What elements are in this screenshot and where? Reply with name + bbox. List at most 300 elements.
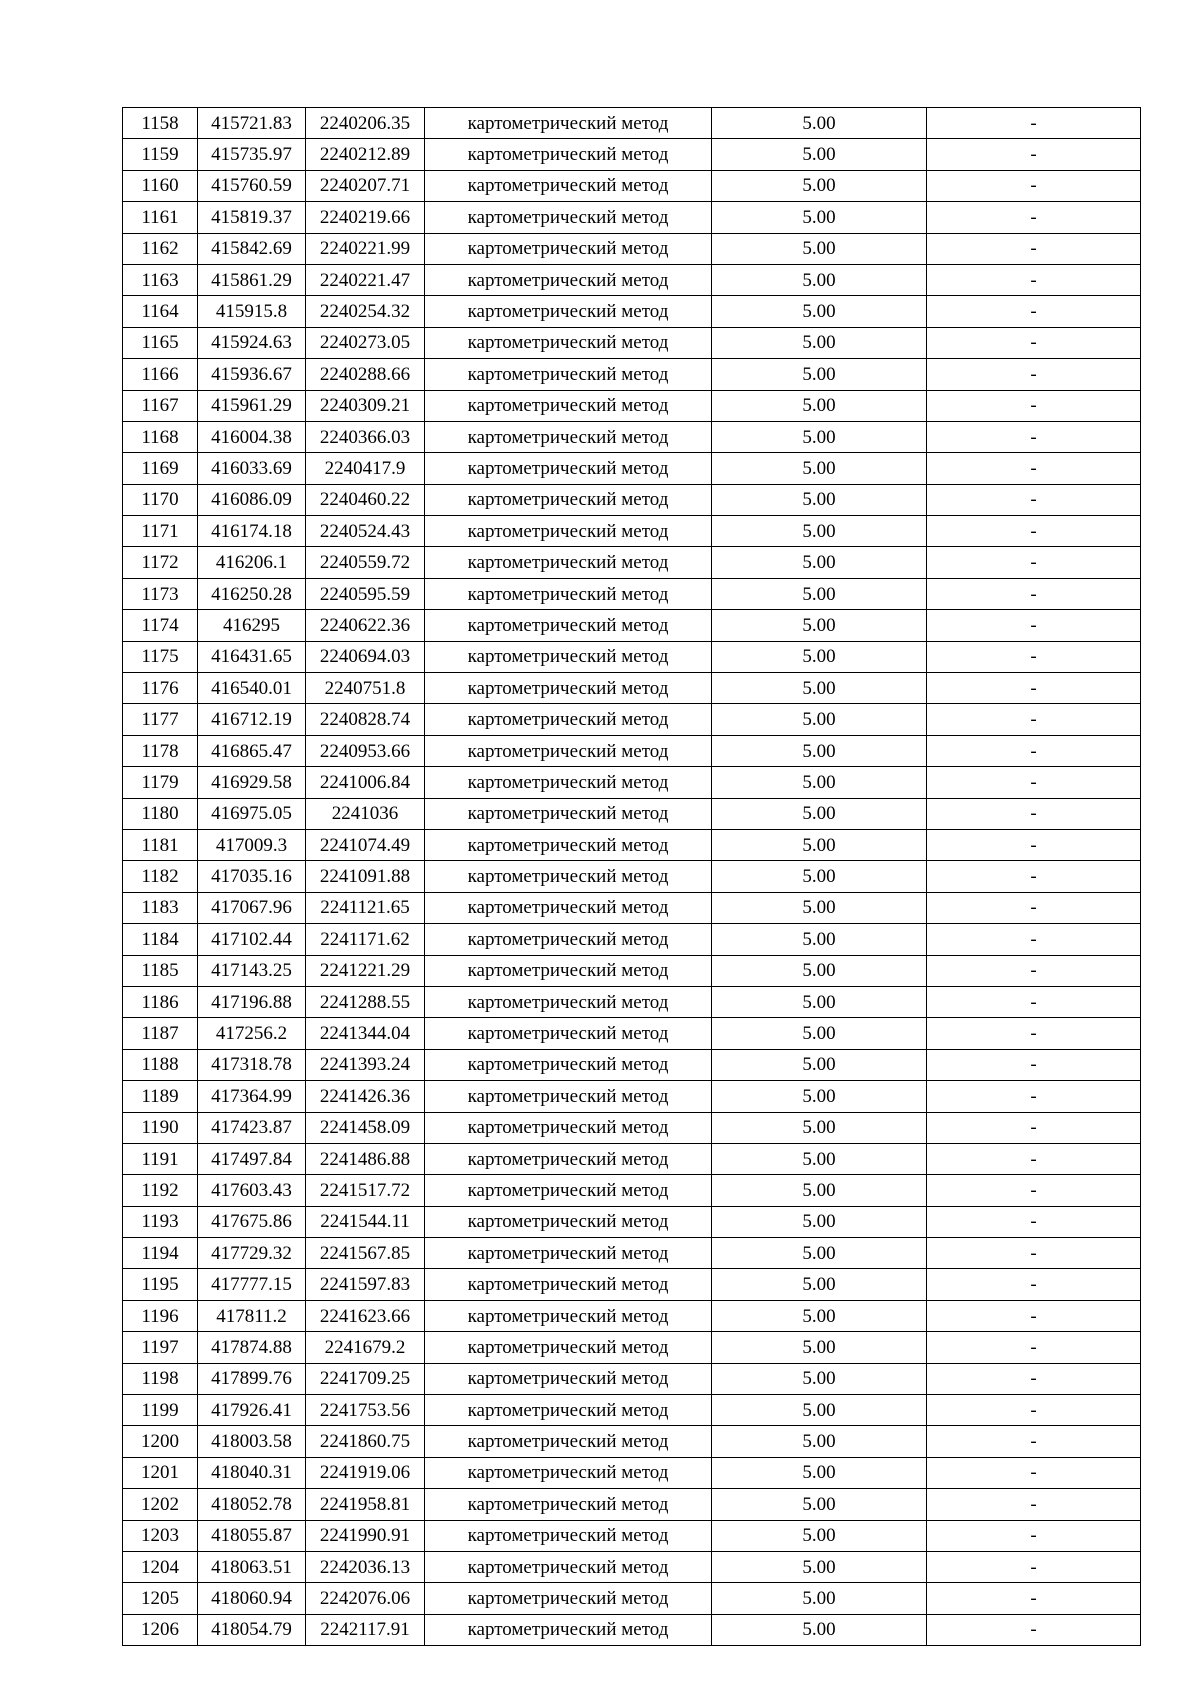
coordinate-x-cell: 416206.1 [198, 547, 306, 578]
description-cell: - [927, 1363, 1141, 1394]
coordinate-x-cell: 417067.96 [198, 892, 306, 923]
point-number-cell: 1203 [123, 1520, 198, 1551]
coordinate-y-cell: 2240828.74 [306, 704, 425, 735]
coordinate-y-cell: 2241623.66 [306, 1300, 425, 1331]
method-cell: картометрический метод [425, 1049, 712, 1080]
accuracy-cell: 5.00 [712, 327, 927, 358]
accuracy-cell: 5.00 [712, 986, 927, 1017]
table-row [123, 1489, 1141, 1520]
method-cell: картометрический метод [425, 861, 712, 892]
point-number-cell: 1168 [123, 421, 198, 452]
point-number-cell: 1175 [123, 641, 198, 672]
coordinate-x-cell: 418052.78 [198, 1489, 306, 1520]
point-number-cell: 1202 [123, 1489, 198, 1520]
accuracy-cell: 5.00 [712, 610, 927, 641]
method-cell: картометрический метод [425, 1175, 712, 1206]
coordinate-y-cell: 2240595.59 [306, 578, 425, 609]
point-number-cell: 1196 [123, 1300, 198, 1331]
coordinate-y-cell: 2241458.09 [306, 1112, 425, 1143]
accuracy-cell: 5.00 [712, 955, 927, 986]
coordinates-table [122, 107, 1141, 1646]
table-row [123, 1206, 1141, 1237]
accuracy-cell: 5.00 [712, 892, 927, 923]
accuracy-cell: 5.00 [712, 1520, 927, 1551]
accuracy-cell: 5.00 [712, 1206, 927, 1237]
method-cell: картометрический метод [425, 1112, 712, 1143]
coordinate-x-cell: 416431.65 [198, 641, 306, 672]
accuracy-cell: 5.00 [712, 641, 927, 672]
description-cell: - [927, 484, 1141, 515]
point-number-cell: 1197 [123, 1332, 198, 1363]
coordinate-x-cell: 417256.2 [198, 1018, 306, 1049]
coordinate-x-cell: 415842.69 [198, 233, 306, 264]
point-number-cell: 1189 [123, 1081, 198, 1112]
coordinate-y-cell: 2241426.36 [306, 1081, 425, 1112]
description-cell: - [927, 453, 1141, 484]
table-row [123, 1520, 1141, 1551]
description-cell: - [927, 233, 1141, 264]
method-cell: картометрический метод [425, 1081, 712, 1112]
point-number-cell: 1188 [123, 1049, 198, 1080]
coordinate-x-cell: 416712.19 [198, 704, 306, 735]
description-cell: - [927, 1206, 1141, 1237]
coordinate-x-cell: 416929.58 [198, 767, 306, 798]
coordinate-x-cell: 418063.51 [198, 1551, 306, 1582]
method-cell: картометрический метод [425, 1238, 712, 1269]
accuracy-cell: 5.00 [712, 1143, 927, 1174]
method-cell: картометрический метод [425, 547, 712, 578]
accuracy-cell: 5.00 [712, 296, 927, 327]
accuracy-cell: 5.00 [712, 233, 927, 264]
coordinate-y-cell: 2240221.99 [306, 233, 425, 264]
coordinate-x-cell: 417035.16 [198, 861, 306, 892]
accuracy-cell: 5.00 [712, 829, 927, 860]
method-cell: картометрический метод [425, 1363, 712, 1394]
description-cell: - [927, 986, 1141, 1017]
method-cell: картометрический метод [425, 1489, 712, 1520]
point-number-cell: 1174 [123, 610, 198, 641]
method-cell: картометрический метод [425, 421, 712, 452]
description-cell: - [927, 139, 1141, 170]
method-cell: картометрический метод [425, 829, 712, 860]
description-cell: - [927, 1112, 1141, 1143]
coordinate-y-cell: 2240254.32 [306, 296, 425, 327]
point-number-cell: 1172 [123, 547, 198, 578]
accuracy-cell: 5.00 [712, 578, 927, 609]
coordinate-x-cell: 416086.09 [198, 484, 306, 515]
coordinate-x-cell: 417675.86 [198, 1206, 306, 1237]
description-cell: - [927, 264, 1141, 295]
accuracy-cell: 5.00 [712, 924, 927, 955]
point-number-cell: 1206 [123, 1614, 198, 1645]
accuracy-cell: 5.00 [712, 202, 927, 233]
coordinate-x-cell: 415915.8 [198, 296, 306, 327]
coordinate-x-cell: 415819.37 [198, 202, 306, 233]
coordinate-y-cell: 2241074.49 [306, 829, 425, 860]
coordinate-y-cell: 2241006.84 [306, 767, 425, 798]
coordinate-x-cell: 416004.38 [198, 421, 306, 452]
table-row [123, 704, 1141, 735]
table-row [123, 986, 1141, 1017]
description-cell: - [927, 1269, 1141, 1300]
coordinate-x-cell: 415924.63 [198, 327, 306, 358]
coordinate-x-cell: 417102.44 [198, 924, 306, 955]
coordinate-y-cell: 2241919.06 [306, 1457, 425, 1488]
coordinate-x-cell: 417423.87 [198, 1112, 306, 1143]
coordinate-y-cell: 2240206.35 [306, 108, 425, 139]
coordinate-y-cell: 2240221.47 [306, 264, 425, 295]
coordinates-table-body [123, 108, 1141, 1646]
method-cell: картометрический метод [425, 1395, 712, 1426]
description-cell: - [927, 673, 1141, 704]
point-number-cell: 1160 [123, 170, 198, 201]
description-cell: - [927, 1332, 1141, 1363]
coordinate-y-cell: 2241567.85 [306, 1238, 425, 1269]
accuracy-cell: 5.00 [712, 421, 927, 452]
coordinate-x-cell: 417899.76 [198, 1363, 306, 1394]
accuracy-cell: 5.00 [712, 1112, 927, 1143]
coordinate-y-cell: 2240288.66 [306, 359, 425, 390]
method-cell: картометрический метод [425, 1143, 712, 1174]
accuracy-cell: 5.00 [712, 547, 927, 578]
coordinate-x-cell: 415735.97 [198, 139, 306, 170]
description-cell: - [927, 641, 1141, 672]
point-number-cell: 1179 [123, 767, 198, 798]
table-row [123, 1457, 1141, 1488]
description-cell: - [927, 108, 1141, 139]
accuracy-cell: 5.00 [712, 1489, 927, 1520]
table-row [123, 1332, 1141, 1363]
method-cell: картометрический метод [425, 892, 712, 923]
description-cell: - [927, 955, 1141, 986]
method-cell: картометрический метод [425, 390, 712, 421]
method-cell: картометрический метод [425, 453, 712, 484]
table-row [123, 610, 1141, 641]
coordinate-y-cell: 2241679.2 [306, 1332, 425, 1363]
point-number-cell: 1167 [123, 390, 198, 421]
table-row [123, 1112, 1141, 1143]
coordinate-x-cell: 416540.01 [198, 673, 306, 704]
accuracy-cell: 5.00 [712, 453, 927, 484]
coordinate-y-cell: 2241393.24 [306, 1049, 425, 1080]
point-number-cell: 1180 [123, 798, 198, 829]
description-cell: - [927, 170, 1141, 201]
point-number-cell: 1162 [123, 233, 198, 264]
method-cell: картометрический метод [425, 484, 712, 515]
method-cell: картометрический метод [425, 1614, 712, 1645]
description-cell: - [927, 421, 1141, 452]
method-cell: картометрический метод [425, 1269, 712, 1300]
method-cell: картометрический метод [425, 1018, 712, 1049]
description-cell: - [927, 924, 1141, 955]
coordinate-x-cell: 418060.94 [198, 1583, 306, 1614]
accuracy-cell: 5.00 [712, 673, 927, 704]
description-cell: - [927, 296, 1141, 327]
point-number-cell: 1178 [123, 735, 198, 766]
accuracy-cell: 5.00 [712, 1081, 927, 1112]
table-row [123, 892, 1141, 923]
coordinate-y-cell: 2241597.83 [306, 1269, 425, 1300]
description-cell: - [927, 861, 1141, 892]
point-number-cell: 1193 [123, 1206, 198, 1237]
description-cell: - [927, 1049, 1141, 1080]
method-cell: картометрический метод [425, 1300, 712, 1331]
accuracy-cell: 5.00 [712, 390, 927, 421]
point-number-cell: 1181 [123, 829, 198, 860]
table-row [123, 1583, 1141, 1614]
table-row [123, 1081, 1141, 1112]
accuracy-cell: 5.00 [712, 1363, 927, 1394]
coordinate-x-cell: 418054.79 [198, 1614, 306, 1645]
method-cell: картометрический метод [425, 735, 712, 766]
point-number-cell: 1170 [123, 484, 198, 515]
coordinate-x-cell: 416865.47 [198, 735, 306, 766]
coordinate-x-cell: 417603.43 [198, 1175, 306, 1206]
description-cell: - [927, 1583, 1141, 1614]
coordinate-y-cell: 2241753.56 [306, 1395, 425, 1426]
point-number-cell: 1191 [123, 1143, 198, 1174]
accuracy-cell: 5.00 [712, 170, 927, 201]
table-row [123, 296, 1141, 327]
point-number-cell: 1192 [123, 1175, 198, 1206]
table-row [123, 735, 1141, 766]
point-number-cell: 1183 [123, 892, 198, 923]
description-cell: - [927, 1395, 1141, 1426]
accuracy-cell: 5.00 [712, 1238, 927, 1269]
coordinate-y-cell: 2240366.03 [306, 421, 425, 452]
point-number-cell: 1195 [123, 1269, 198, 1300]
description-cell: - [927, 359, 1141, 390]
accuracy-cell: 5.00 [712, 735, 927, 766]
accuracy-cell: 5.00 [712, 1300, 927, 1331]
description-cell: - [927, 610, 1141, 641]
description-cell: - [927, 1614, 1141, 1645]
coordinate-y-cell: 2240417.9 [306, 453, 425, 484]
table-row [123, 139, 1141, 170]
table-row [123, 547, 1141, 578]
coordinate-y-cell: 2241517.72 [306, 1175, 425, 1206]
point-number-cell: 1187 [123, 1018, 198, 1049]
coordinate-y-cell: 2242076.06 [306, 1583, 425, 1614]
method-cell: картометрический метод [425, 108, 712, 139]
description-cell: - [927, 516, 1141, 547]
coordinate-y-cell: 2241121.65 [306, 892, 425, 923]
point-number-cell: 1184 [123, 924, 198, 955]
coordinate-x-cell: 417811.2 [198, 1300, 306, 1331]
accuracy-cell: 5.00 [712, 359, 927, 390]
coordinate-x-cell: 418040.31 [198, 1457, 306, 1488]
table-row [123, 1269, 1141, 1300]
point-number-cell: 1199 [123, 1395, 198, 1426]
method-cell: картометрический метод [425, 327, 712, 358]
method-cell: картометрический метод [425, 170, 712, 201]
description-cell: - [927, 578, 1141, 609]
accuracy-cell: 5.00 [712, 1614, 927, 1645]
table-row [123, 1175, 1141, 1206]
accuracy-cell: 5.00 [712, 1551, 927, 1582]
description-cell: - [927, 798, 1141, 829]
description-cell: - [927, 1489, 1141, 1520]
description-cell: - [927, 829, 1141, 860]
coordinate-x-cell: 417318.78 [198, 1049, 306, 1080]
coordinate-y-cell: 2240212.89 [306, 139, 425, 170]
coordinate-x-cell: 416033.69 [198, 453, 306, 484]
description-cell: - [927, 704, 1141, 735]
table-row [123, 924, 1141, 955]
accuracy-cell: 5.00 [712, 1395, 927, 1426]
table-row [123, 327, 1141, 358]
table-row [123, 390, 1141, 421]
coordinate-x-cell: 417364.99 [198, 1081, 306, 1112]
accuracy-cell: 5.00 [712, 516, 927, 547]
point-number-cell: 1185 [123, 955, 198, 986]
description-cell: - [927, 202, 1141, 233]
point-number-cell: 1198 [123, 1363, 198, 1394]
table-row [123, 264, 1141, 295]
table-row [123, 829, 1141, 860]
point-number-cell: 1194 [123, 1238, 198, 1269]
coordinate-y-cell: 2240273.05 [306, 327, 425, 358]
method-cell: картометрический метод [425, 233, 712, 264]
table-row [123, 578, 1141, 609]
coordinate-y-cell: 2241860.75 [306, 1426, 425, 1457]
coordinate-x-cell: 417497.84 [198, 1143, 306, 1174]
method-cell: картометрический метод [425, 1206, 712, 1237]
accuracy-cell: 5.00 [712, 1332, 927, 1363]
coordinate-x-cell: 417196.88 [198, 986, 306, 1017]
method-cell: картометрический метод [425, 264, 712, 295]
coordinate-y-cell: 2240622.36 [306, 610, 425, 641]
method-cell: картометрический метод [425, 610, 712, 641]
table-row [123, 1018, 1141, 1049]
coordinate-y-cell: 2241036 [306, 798, 425, 829]
coordinate-x-cell: 415961.29 [198, 390, 306, 421]
method-cell: картометрический метод [425, 986, 712, 1017]
coordinate-y-cell: 2242117.91 [306, 1614, 425, 1645]
table-row [123, 1551, 1141, 1582]
accuracy-cell: 5.00 [712, 1175, 927, 1206]
accuracy-cell: 5.00 [712, 1457, 927, 1488]
table-row [123, 359, 1141, 390]
table-row [123, 861, 1141, 892]
point-number-cell: 1163 [123, 264, 198, 295]
method-cell: картометрический метод [425, 516, 712, 547]
coordinate-x-cell: 418055.87 [198, 1520, 306, 1551]
accuracy-cell: 5.00 [712, 1018, 927, 1049]
method-cell: картометрический метод [425, 767, 712, 798]
point-number-cell: 1204 [123, 1551, 198, 1582]
method-cell: картометрический метод [425, 798, 712, 829]
coordinate-x-cell: 418003.58 [198, 1426, 306, 1457]
point-number-cell: 1164 [123, 296, 198, 327]
coordinate-x-cell: 417143.25 [198, 955, 306, 986]
accuracy-cell: 5.00 [712, 484, 927, 515]
description-cell: - [927, 1551, 1141, 1582]
point-number-cell: 1159 [123, 139, 198, 170]
point-number-cell: 1190 [123, 1112, 198, 1143]
table-row [123, 1238, 1141, 1269]
point-number-cell: 1200 [123, 1426, 198, 1457]
table-row [123, 641, 1141, 672]
method-cell: картометрический метод [425, 1520, 712, 1551]
coordinate-y-cell: 2241221.29 [306, 955, 425, 986]
description-cell: - [927, 767, 1141, 798]
table-row [123, 202, 1141, 233]
point-number-cell: 1205 [123, 1583, 198, 1614]
coordinate-y-cell: 2241171.62 [306, 924, 425, 955]
table-row [123, 1300, 1141, 1331]
description-cell: - [927, 892, 1141, 923]
coordinate-y-cell: 2241091.88 [306, 861, 425, 892]
table-row [123, 233, 1141, 264]
coordinate-x-cell: 417926.41 [198, 1395, 306, 1426]
table-row [123, 170, 1141, 201]
table-row [123, 1049, 1141, 1080]
table-row [123, 1143, 1141, 1174]
point-number-cell: 1186 [123, 986, 198, 1017]
coordinate-x-cell: 415861.29 [198, 264, 306, 295]
coordinate-y-cell: 2241958.81 [306, 1489, 425, 1520]
coordinate-y-cell: 2240694.03 [306, 641, 425, 672]
accuracy-cell: 5.00 [712, 1583, 927, 1614]
point-number-cell: 1182 [123, 861, 198, 892]
table-row [123, 955, 1141, 986]
method-cell: картометрический метод [425, 1457, 712, 1488]
coordinate-x-cell: 416174.18 [198, 516, 306, 547]
table-row [123, 673, 1141, 704]
coordinate-y-cell: 2240460.22 [306, 484, 425, 515]
method-cell: картометрический метод [425, 641, 712, 672]
description-cell: - [927, 1238, 1141, 1269]
table-row [123, 1614, 1141, 1645]
coordinate-x-cell: 416975.05 [198, 798, 306, 829]
accuracy-cell: 5.00 [712, 108, 927, 139]
description-cell: - [927, 1520, 1141, 1551]
coordinate-x-cell: 417009.3 [198, 829, 306, 860]
description-cell: - [927, 1018, 1141, 1049]
coordinate-y-cell: 2240309.21 [306, 390, 425, 421]
description-cell: - [927, 390, 1141, 421]
coordinate-y-cell: 2241990.91 [306, 1520, 425, 1551]
accuracy-cell: 5.00 [712, 264, 927, 295]
method-cell: картометрический метод [425, 673, 712, 704]
method-cell: картометрический метод [425, 202, 712, 233]
coordinate-y-cell: 2240524.43 [306, 516, 425, 547]
coordinate-x-cell: 417729.32 [198, 1238, 306, 1269]
description-cell: - [927, 1081, 1141, 1112]
accuracy-cell: 5.00 [712, 1049, 927, 1080]
point-number-cell: 1171 [123, 516, 198, 547]
point-number-cell: 1177 [123, 704, 198, 735]
coordinate-x-cell: 415760.59 [198, 170, 306, 201]
method-cell: картометрический метод [425, 924, 712, 955]
method-cell: картометрический метод [425, 955, 712, 986]
accuracy-cell: 5.00 [712, 704, 927, 735]
table-row [123, 484, 1141, 515]
method-cell: картометрический метод [425, 1332, 712, 1363]
point-number-cell: 1165 [123, 327, 198, 358]
point-number-cell: 1173 [123, 578, 198, 609]
coordinate-x-cell: 415936.67 [198, 359, 306, 390]
method-cell: картометрический метод [425, 1426, 712, 1457]
point-number-cell: 1158 [123, 108, 198, 139]
table-row [123, 1395, 1141, 1426]
table-row [123, 453, 1141, 484]
point-number-cell: 1166 [123, 359, 198, 390]
point-number-cell: 1176 [123, 673, 198, 704]
point-number-cell: 1201 [123, 1457, 198, 1488]
point-number-cell: 1161 [123, 202, 198, 233]
